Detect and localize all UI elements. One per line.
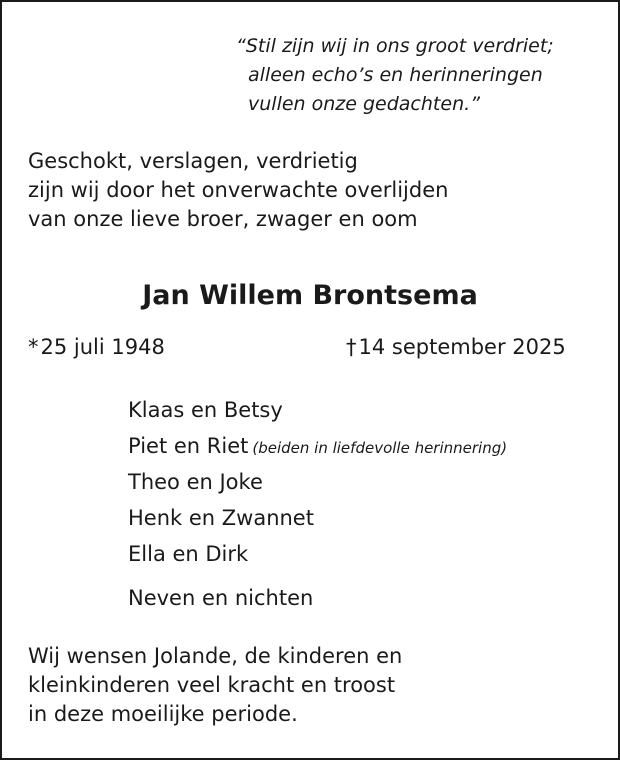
intro-line: zijn wij door het onverwachte overlijden — [28, 178, 449, 202]
birth-date — [28, 332, 165, 362]
family-list — [128, 395, 507, 619]
family-member — [128, 467, 507, 503]
poem-line: vullen onze gedachten.” — [248, 93, 480, 115]
family-member-names: Klaas en Betsy — [128, 398, 283, 422]
birth-symbol: * — [28, 335, 39, 359]
birth-date-text: 25 juli 1948 — [40, 335, 165, 359]
closing-line: kleinkinderen veel kracht en troost — [28, 673, 396, 697]
intro-text — [28, 147, 448, 234]
death-cross-symbol: † — [346, 335, 357, 359]
poem-quote — [236, 32, 554, 119]
family-member — [128, 539, 507, 575]
family-member-note: (beiden in liefdevolle herinnering) — [252, 439, 508, 457]
family-member-names: Henk en Zwannet — [128, 506, 314, 530]
poem-line: alleen echo’s en herinneringen — [248, 64, 543, 86]
poem-line: “Stil zijn wij in ons groot verdriet; — [236, 35, 554, 57]
family-member-names: Piet en Riet — [128, 434, 249, 458]
family-extra — [128, 583, 507, 619]
closing-line: Wij wensen Jolande, de kinderen en — [28, 644, 403, 668]
family-member-names: Theo en Joke — [128, 470, 263, 494]
death-date-text: 14 september 2025 — [358, 335, 566, 359]
family-extra-text: Neven en nichten — [128, 586, 314, 610]
family-member — [128, 503, 507, 539]
death-date — [346, 332, 566, 362]
closing-line: in deze moeilijke periode. — [28, 702, 298, 726]
deceased-name: Jan Willem Brontsema — [142, 280, 478, 311]
family-member — [128, 431, 507, 467]
intro-line: van onze lieve broer, zwager en oom — [28, 207, 418, 231]
family-member — [128, 395, 507, 431]
intro-line: Geschokt, verslagen, verdrietig — [28, 149, 358, 173]
family-member-names: Ella en Dirk — [128, 542, 249, 566]
closing-text — [28, 642, 402, 729]
